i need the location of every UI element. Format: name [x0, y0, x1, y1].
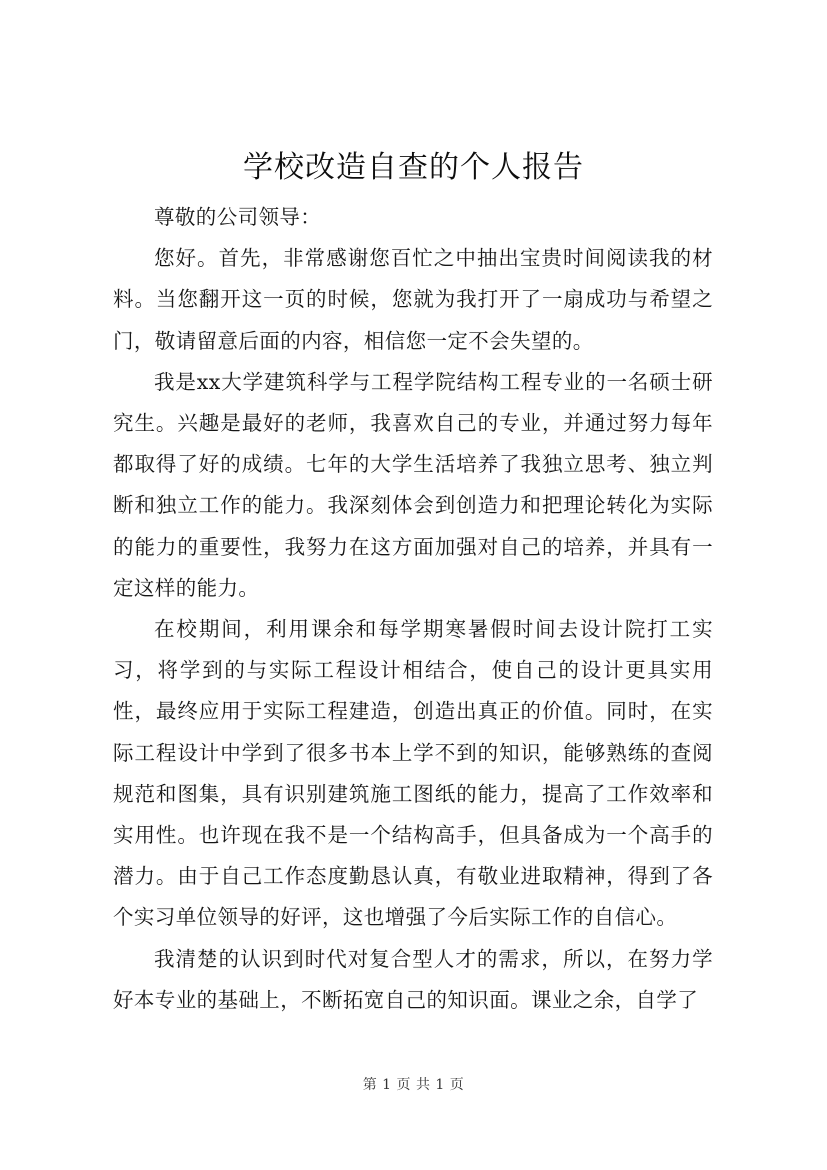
- page-number-footer: 第 1 页 共 1 页: [362, 1077, 465, 1093]
- paragraph: 我清楚的认识到时代对复合型人才的需求，所以，在努力学好本专业的基础上，不断拓宽自己的知识面。课业之余，自学了: [113, 946, 713, 1012]
- document-body: [113, 197, 713, 1021]
- paragraph: 我是xx大学建筑科学与工程学院结构工程专业的一名硕士研究生。兴趣是最好的老师，我喜欢自己的专业，并通过努力每年都取得了好的成绩。七年的大学生活培养了我独立思考、独立判断和独立工作的能力。我深刻体会到创造力和把理论转化为实际的能力的重要性，我努力在这方面加强对自己的培养，并具有一定这样的能力。: [113, 369, 713, 600]
- paragraph: 在校期间，利用课余和每学期寒暑假时间去设计院打工实习，将学到的与实际工程设计相结合，使自己的设计更具实用性，最终应用于实际工程建造，创造出真正的价值。同时，在实际工程设计中学到了很多书本上学不到的知识，能够熟练的查阅规范和图集，具有识别建筑施工图纸的能力，提高了工作效率和实用性。也许现在我不是一个结构高手，但具备成为一个高手的潜力。由于自己工作态度勤恳认真，有敬业进取精神，得到了各个实习单位领导的好评，这也增强了今后实际工作的自信心。: [113, 617, 713, 930]
- document-title: 学校改造自查的个人报告: [243, 150, 584, 185]
- paragraph: 您好。首先，非常感谢您百忙之中抽出宝贵时间阅读我的材料。当您翻开这一页的时候，您就为我打开了一扇成功与希望之门，敬请留意后面的内容，相信您一定不会失望的。: [113, 246, 713, 353]
- salutation: 尊敬的公司领导：: [154, 205, 322, 229]
